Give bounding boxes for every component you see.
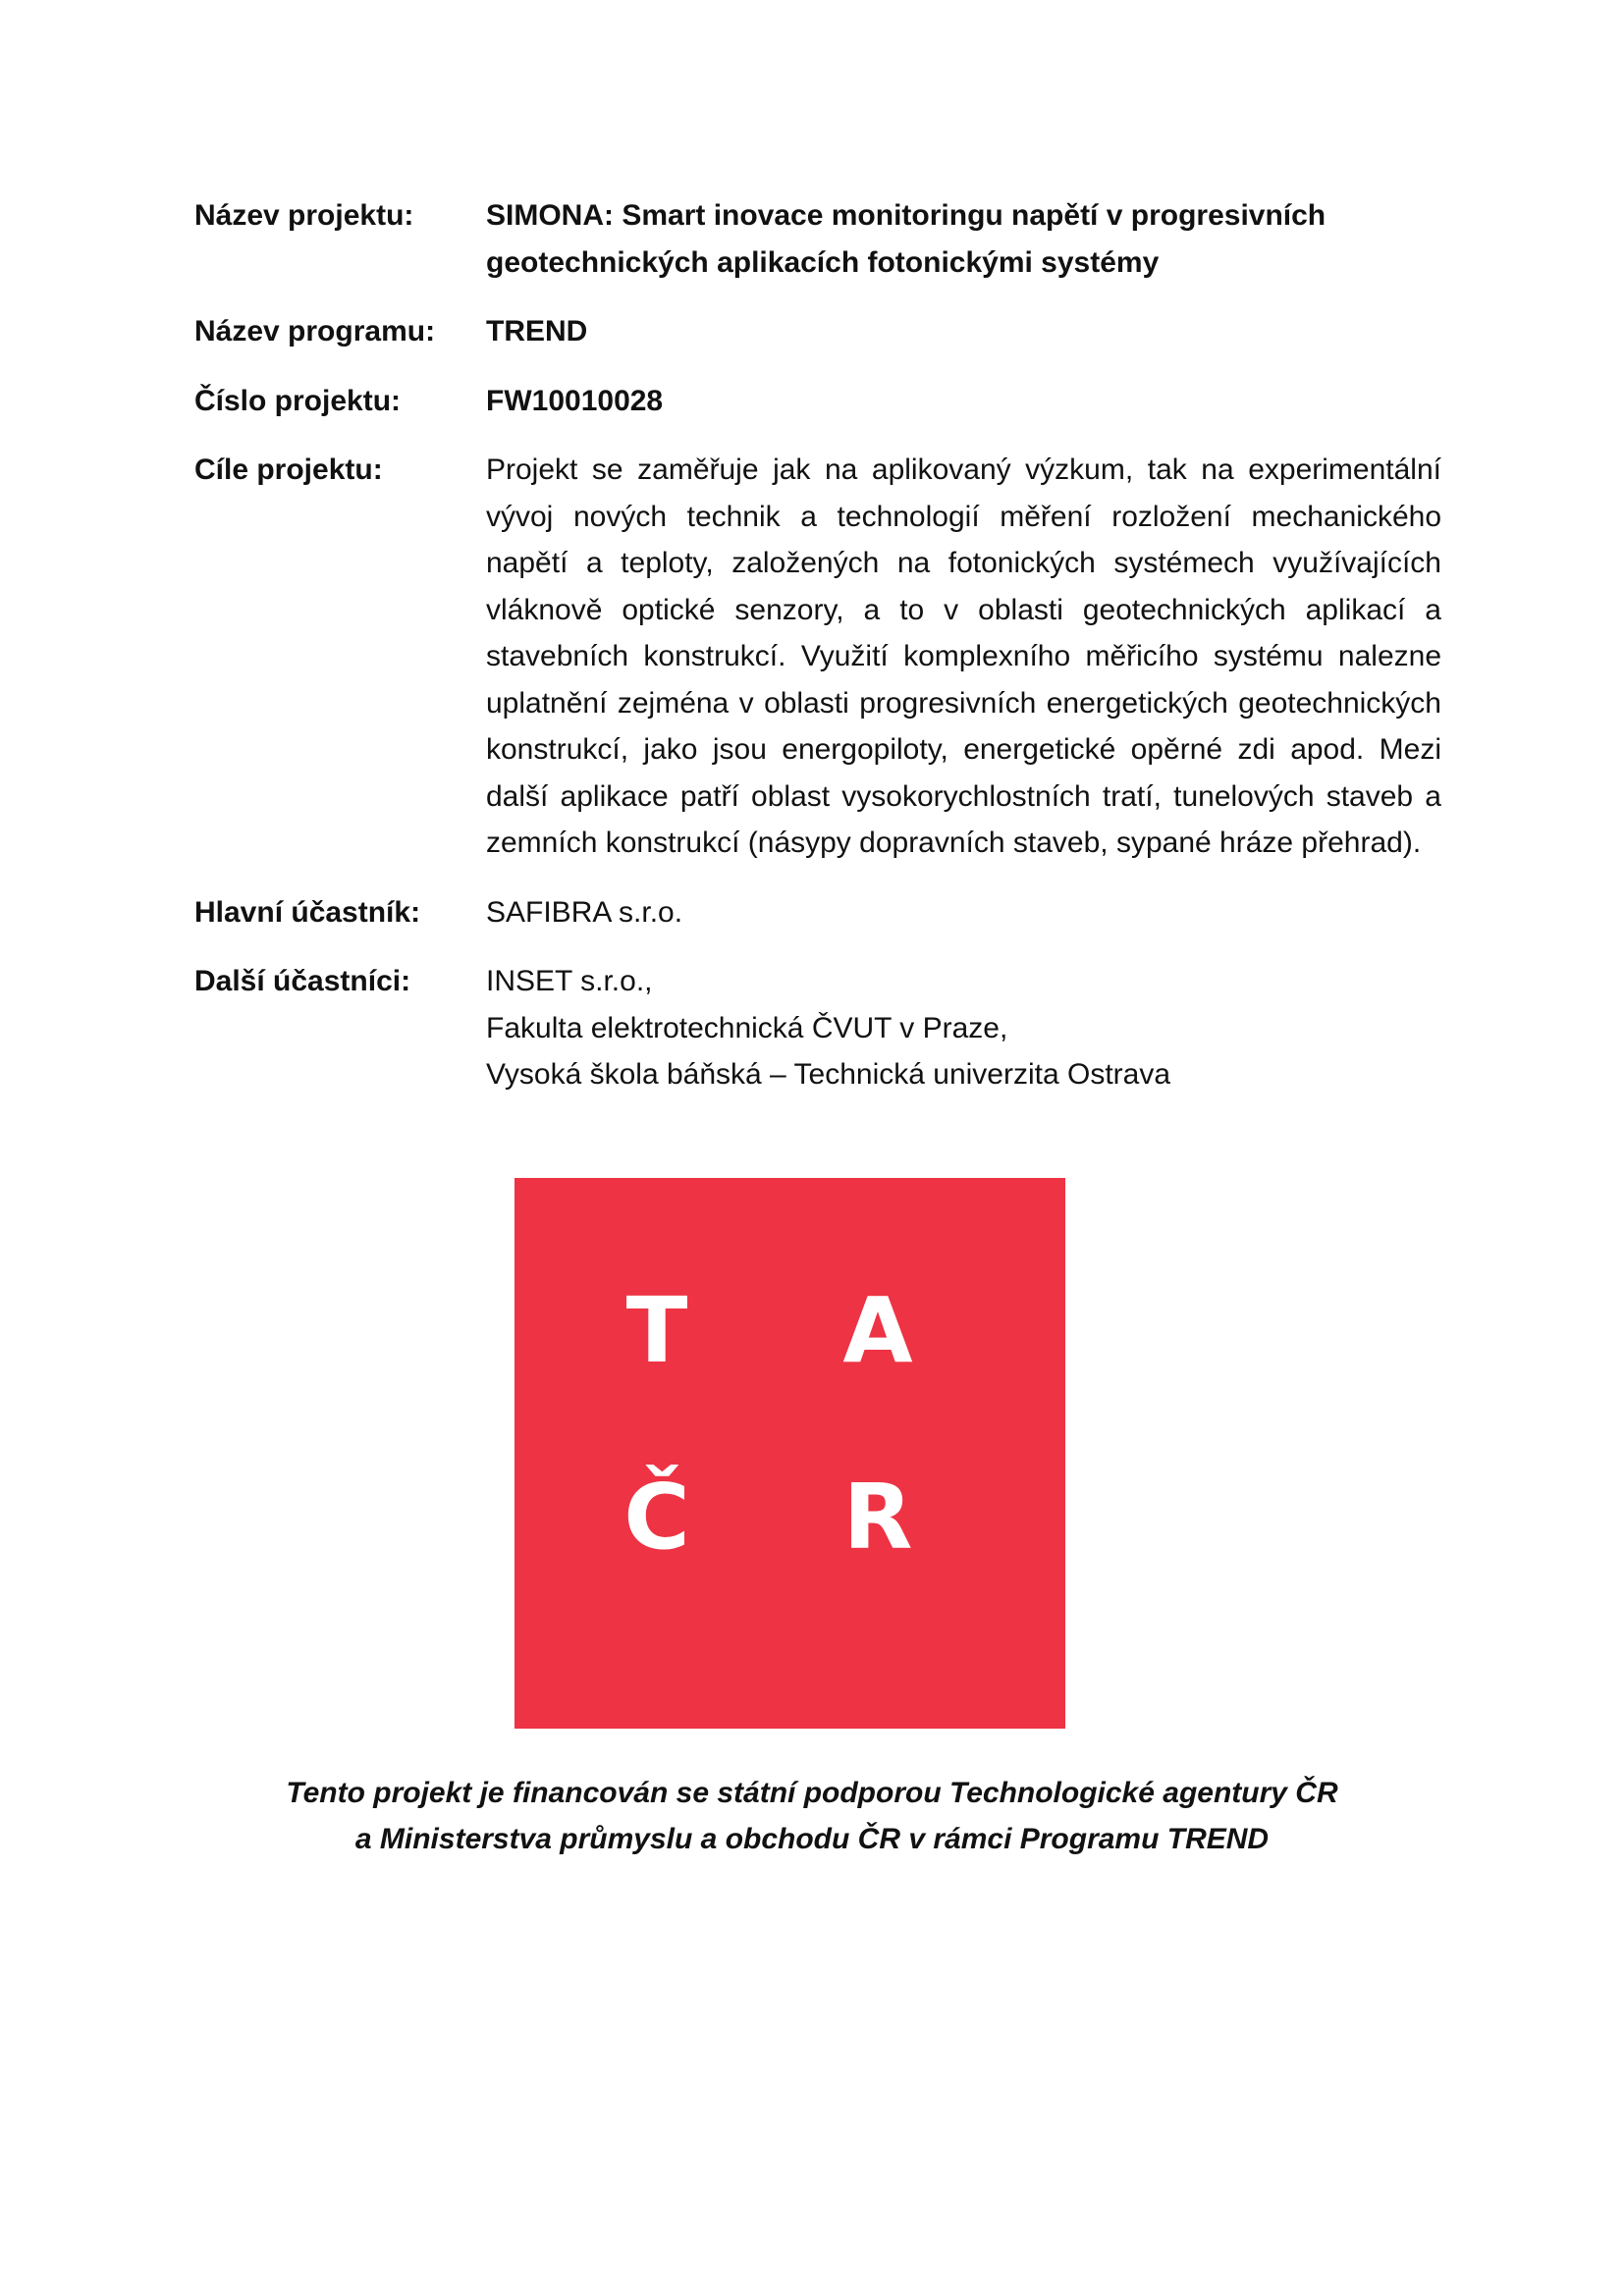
project-goals-label: Cíle projektu: [194,454,383,486]
participant-item: INSET s.r.o., [486,965,653,997]
project-goals-text: Projekt se zaměřuje jak na aplikovaný výzkum, tak na experimentální vývoj nových technik a technologií měření rozložení mechanického napětí a teploty, založených na fotonických systémech využívajících vláknově optické senzory, a to v oblasti geotechnických aplikací a stavebních konstrukcí. Využití komplexního měřicího systému nalezne uplatnění zejména v oblasti progresivních energetických geotechnických konstrukcí, jako jsou energopiloty, energetické opěrné zdi apod. Mezi další aplikace patří oblast vysokorychlostních tratí, tunelových staveb a zemních konstrukcí (násypy dopravních staveb, sypané hráze přehrad). [486,454,1441,859]
row-project-number [194,378,1441,425]
project-name-value: SIMONA: Smart inovace monitoringu napětí v progresivních geotechnických aplikacích fotonickými systémy [486,199,1326,279]
funding-note [0,1770,1624,1862]
program-name-label: Název programu: [194,315,436,347]
other-participants-list [486,958,1441,1098]
other-participants-label: Další účastníci: [194,965,411,997]
funding-note-line: Tento projekt je financován se státní podporou Technologické agentury ČR [286,1777,1338,1809]
program-name-value: TREND [486,315,588,347]
tacr-logo [514,1178,1065,1729]
project-number-label: Číslo projektu: [194,384,402,417]
logo-letter-t: T [625,1278,688,1383]
participant-item: Fakulta elektrotechnická ČVUT v Praze, [486,1011,1008,1044]
logo-letter-r: R [842,1465,913,1570]
project-info-table [194,192,1441,1121]
row-program-name [194,308,1441,355]
project-number-value: FW10010028 [486,384,664,417]
project-name-label: Název projektu: [194,199,414,232]
participant-item: Vysoká škola báňská – Technická univerzita Ostrava [486,1058,1171,1091]
logo-letter-c-caron: Č [623,1465,690,1570]
row-project-name [194,192,1441,286]
row-main-participant [194,889,1441,936]
logo-letter-a: A [842,1278,913,1383]
main-participant-value: SAFIBRA s.r.o. [486,895,683,929]
row-project-goals [194,447,1441,867]
row-other-participants [194,958,1441,1098]
funding-note-line: a Ministerstva průmyslu a obchodu ČR v rámci Programu TREND [354,1823,1270,1855]
main-participant-label: Hlavní účastník: [194,895,421,929]
